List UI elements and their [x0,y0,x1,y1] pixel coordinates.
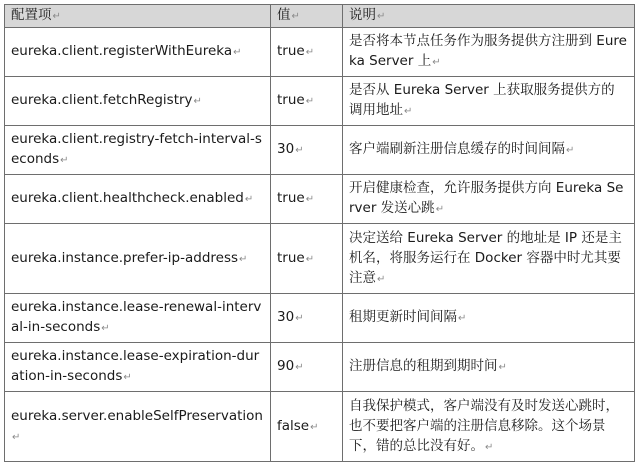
config-key: eureka.client.fetchRegistry [11,92,193,108]
table-row [5,392,635,462]
paragraph-mark-icon: ↵ [458,313,467,324]
config-description-cell [343,392,635,462]
header-value-label: 值 [277,7,291,23]
config-value: true [277,249,305,266]
paragraph-mark-icon: ↵ [310,421,319,433]
config-description-cell [343,224,635,294]
paragraph-mark-icon: ↵ [244,194,254,205]
paragraph-mark-icon: ↵ [101,323,110,334]
config-description-cell [343,294,635,343]
paragraph-mark-icon: ↵ [233,47,242,58]
config-key-cell [5,175,271,224]
config-value-cell [271,343,343,392]
config-key: eureka.client.registry-fetch-interval-seconds [11,131,262,167]
config-table-wrapper [4,4,635,462]
config-value-cell [271,126,343,175]
paragraph-mark-icon: ↵ [52,11,61,22]
config-key: eureka.server.enableSelfPreservation [11,407,263,424]
paragraph-mark-icon: ↵ [239,253,248,265]
config-description-cell [343,343,635,392]
config-value-cell [271,224,343,294]
paragraph-mark-icon: ↵ [295,313,304,324]
config-description: 注册信息的租期到期时间 [349,358,498,374]
config-key: eureka.client.registerWithEureka [11,43,233,59]
config-value-cell [271,28,343,77]
header-description [343,5,635,28]
paragraph-mark-icon: ↵ [291,11,300,22]
config-value-cell [271,392,343,462]
table-row [5,126,635,175]
header-description-label: 说明 [349,7,376,23]
paragraph-mark-icon: ↵ [12,431,21,443]
config-table [4,4,635,462]
paragraph-mark-icon: ↵ [305,47,315,58]
paragraph-mark-icon: ↵ [193,96,202,107]
config-value-cell [271,294,343,343]
paragraph-mark-icon: ↵ [305,194,315,205]
table-header-row [5,5,635,28]
config-description-cell [343,28,635,77]
config-value: false [277,417,310,434]
paragraph-mark-icon: ↵ [432,57,441,68]
config-description: 开启健康检查，允许服务提供方向 Eureka Server 发送心跳 [349,180,624,216]
paragraph-mark-icon: ↵ [404,106,413,117]
paragraph-mark-icon: ↵ [566,145,575,156]
config-description-cell [343,175,635,224]
config-value-cell [271,77,343,126]
config-description: 决定送给 Eureka Server 的地址是 IP 还是主机名，将服务运行在 Docker 容器中时尤其要注意 [349,229,622,286]
table-row [5,77,635,126]
config-key-cell [5,294,271,343]
paragraph-mark-icon: ↵ [305,253,315,265]
table-row [5,28,635,77]
table-row [5,343,635,392]
config-description: 租期更新时间间隔 [349,309,457,325]
config-value-cell [271,175,343,224]
header-config-item-label: 配置项 [11,7,52,23]
table-row [5,224,635,294]
paragraph-mark-icon: ↵ [60,155,69,166]
config-key-cell [5,224,271,294]
paragraph-mark-icon: ↵ [295,145,304,156]
config-key: eureka.instance.prefer-ip-address [11,249,239,266]
config-key-cell [5,28,271,77]
paragraph-mark-icon: ↵ [485,441,494,453]
config-value: true [277,92,305,108]
config-description: 是否将本节点任务作为服务提供方注册到 Eureka Server 上 [349,33,627,69]
paragraph-mark-icon: ↵ [498,362,507,373]
config-description: 自我保护模式，客户端没有及时发送心跳时，也不要把客户端的注册信息移除。这个场景下，错的总比没有好。 [349,397,619,454]
config-value: 30 [277,309,295,325]
config-key-cell [5,343,271,392]
config-description: 是否从 Eureka Server 上获取服务提供方的调用地址 [349,82,615,118]
config-description-cell [343,77,635,126]
paragraph-mark-icon: ↵ [295,362,304,373]
header-value [271,5,343,28]
config-key-cell [5,392,271,462]
config-key-cell [5,126,271,175]
paragraph-mark-icon: ↵ [377,11,386,22]
config-key: eureka.instance.lease-expiration-duration-in-seconds [11,348,260,384]
config-description-cell [343,126,635,175]
config-value: true [277,190,305,206]
header-config-item [5,5,271,28]
table-row [5,294,635,343]
config-value: 90 [277,358,295,374]
config-key: eureka.instance.lease-renewal-interval-in-seconds [11,299,262,335]
paragraph-mark-icon: ↵ [305,96,315,107]
table-row [5,175,635,224]
config-key: eureka.client.healthcheck.enabled [11,190,244,206]
paragraph-mark-icon: ↵ [435,204,445,215]
config-value: true [277,43,305,59]
paragraph-mark-icon: ↵ [377,273,386,285]
paragraph-mark-icon: ↵ [123,372,132,383]
config-description: 客户端刷新注册信息缓存的时间间隔 [349,141,565,157]
config-value: 30 [277,141,295,157]
config-key-cell [5,77,271,126]
